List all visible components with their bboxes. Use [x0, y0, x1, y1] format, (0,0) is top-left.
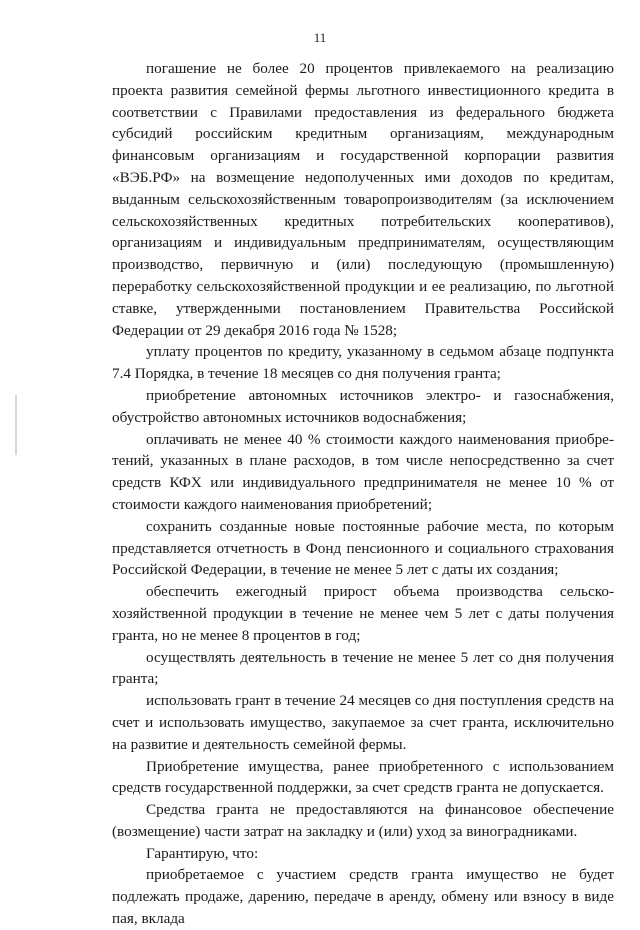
paragraph: уплату процентов по кредиту, указанному в седьмом абзаце подпункта 7.4 Порядка, в течение 18 месяцев со дня получения гранта;	[112, 343, 614, 383]
document-body	[112, 58, 614, 930]
paragraph: Гарантирую, что:	[146, 844, 259, 862]
paragraph: Приобретение имущества, ранее приобретенного с использованием средств государственной поддержки, за счет средств гранта не допускается.	[112, 757, 614, 797]
page-number: 11	[313, 30, 327, 45]
paragraph: оплачивать не менее 40 % стоимости каждого наименования приобретений, указанных в плане расходов, в том числе непосредственно за счет средств КФХ или индивидуального предпринимателя не менее 10 % от стоимости каждого наименования приобретений;	[112, 430, 614, 513]
paragraph: Средства гранта не предоставляются на финансовое обеспечение (возмещение) части затрат на закладку и (или) уход за виноградниками.	[112, 801, 614, 840]
scan-edge-mark	[15, 395, 17, 455]
paragraph: использовать грант в течение 24 месяцев со дня поступления средств на счет и использовать имущество, закупаемое за счет гранта, исключительно на развитие и деятельность семейной фермы.	[112, 692, 614, 753]
paragraph: сохранить созданные новые постоянные рабочие места, по которым представляется отчетность в Фонд пенсионного и социального страхования Российской Федерации, в течение не менее 5 лет с даты их создания;	[112, 517, 614, 579]
paragraph: погашение не более 20 процентов привлекаемого на реализацию проекта развития семейной фермы льготного инвестиционного кредита в соответствии с Правилами предоставления из федерального бюджета субсидий российским кредитным организациям, международным финансовым организациям и государственной корпорации развития «ВЭБ.РФ» на возмещение недополученных ими доходов по кредитам, выданным сельскохозяйственным товаропроизводителям (за исключением сельскохозяйственных кредитных потребительских кооперативов), организациям и индивидуальным предпринимателям, осуществляющим производство, первичную и (или) последующую (промышленную) переработку сельскохозяйственной продукции и ее реализацию, по льготной ставке, утвержденными постановлением Правительства Российской Федерации от 29 декабря 2016 года № 1528;	[112, 60, 614, 339]
paragraph: обеспечить ежегодный прирост объема производства сельскохозяйственной продукции в течение не менее чем 5 лет с даты получения гранта, но не менее 8 процентов в год;	[112, 583, 614, 644]
paragraph: приобретение автономных источников электро- и газоснабжения, обустройство автономных источников водоснабжения;	[112, 386, 614, 426]
paragraph: приобретаемое с участием средств гранта имущество не будет подлежать продаже, дарению, передаче в аренду, обмену или взносу в виде пая, вклада	[112, 866, 614, 928]
paragraph: осуществлять деятельность в течение не менее 5 лет со дня получения гранта;	[112, 648, 614, 688]
